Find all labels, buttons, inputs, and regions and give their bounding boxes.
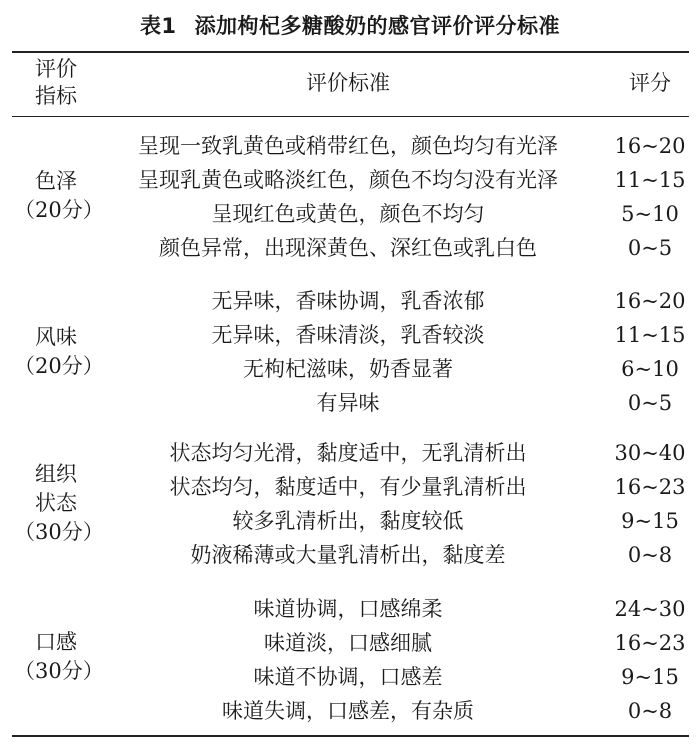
table-row	[0, 504, 700, 538]
table-row	[0, 626, 700, 660]
table-row	[0, 163, 700, 197]
header-rule	[12, 116, 689, 117]
table-row	[0, 436, 700, 470]
table-caption	[0, 10, 700, 40]
criterion-cell: 呈现红色或黄色，颜色不均匀	[211, 202, 485, 226]
table-row	[0, 129, 700, 163]
group-label-line: 风味	[35, 325, 77, 349]
criterion-cell: 呈现一致乳黄色或稍带红色，颜色均匀有光泽	[138, 134, 558, 158]
table-title: 添加枸杞多糖酸奶的感官评价评分标准	[194, 14, 561, 38]
table-row	[0, 284, 700, 318]
table-row	[0, 470, 700, 504]
score-cell: 9~15	[621, 509, 679, 533]
criterion-cell: 味道协调，口感绵柔	[253, 597, 443, 621]
score-cell: 5~10	[621, 202, 679, 226]
score-cell: 11~15	[614, 323, 686, 347]
criterion-cell: 颜色异常，出现深黄色、深红色或乳白色	[159, 236, 537, 260]
table-row	[0, 694, 700, 728]
group-label-line: （20分）	[14, 354, 104, 378]
score-cell: 24~30	[614, 597, 686, 621]
criterion-cell: 味道淡，口感细腻	[264, 631, 432, 655]
table-row	[0, 386, 700, 420]
header-indicator	[14, 56, 98, 110]
score-cell: 16~20	[614, 289, 686, 313]
score-cell: 0~8	[627, 699, 673, 723]
criterion-cell: 无异味，香味协调，乳香浓郁	[211, 289, 485, 313]
score-cell: 30~40	[614, 441, 686, 465]
score-cell: 11~15	[614, 168, 686, 192]
score-cell: 9~15	[621, 665, 679, 689]
group-label-line: 色泽	[35, 169, 77, 193]
criterion-cell: 较多乳清析出，黏度较低	[232, 509, 464, 533]
header-indicator-line-1: 评价	[35, 57, 77, 81]
score-cell: 0~8	[627, 543, 673, 567]
table-row	[0, 231, 700, 265]
header-standard: 评价标准	[306, 71, 390, 95]
criterion-cell: 无异味，香味清淡，乳香较淡	[211, 323, 485, 347]
header-indicator-line-2: 指标	[35, 84, 77, 108]
table-row	[0, 660, 700, 694]
group-label-line: 状态	[35, 491, 77, 515]
score-cell: 0~5	[627, 236, 673, 260]
criterion-cell: 无枸杞滋味，奶香显著	[243, 357, 453, 381]
group-label-line: （30分）	[14, 520, 104, 544]
score-cell: 0~5	[627, 391, 673, 415]
table-row	[0, 318, 700, 352]
group-label-line: （20分）	[14, 198, 104, 222]
table-number: 表1	[139, 14, 177, 38]
bottom-rule	[12, 735, 689, 737]
table-row	[0, 538, 700, 572]
group-label-line: 组织	[35, 462, 77, 486]
score-cell: 16~20	[614, 134, 686, 158]
criterion-cell: 状态均匀光滑，黏度适中，无乳清析出	[169, 441, 527, 465]
top-rule	[12, 51, 689, 53]
criterion-cell: 奶液稀薄或大量乳清析出，黏度差	[190, 543, 506, 567]
criterion-cell: 有异味	[316, 391, 380, 415]
group-label-line: 口感	[35, 630, 77, 654]
table-row	[0, 197, 700, 231]
score-cell: 16~23	[614, 631, 686, 655]
score-cell: 16~23	[614, 475, 686, 499]
criterion-cell: 味道失调，口感差，有杂质	[222, 699, 474, 723]
header-score: 评分	[629, 71, 671, 95]
criterion-cell: 呈现乳黄色或略淡红色，颜色不均匀没有光泽	[138, 168, 558, 192]
table-row	[0, 592, 700, 626]
table-row	[0, 352, 700, 386]
group-label-line: （30分）	[14, 659, 104, 683]
criterion-cell: 状态均匀，黏度适中，有少量乳清析出	[169, 475, 527, 499]
score-cell: 6~10	[621, 357, 679, 381]
criterion-cell: 味道不协调，口感差	[253, 665, 443, 689]
